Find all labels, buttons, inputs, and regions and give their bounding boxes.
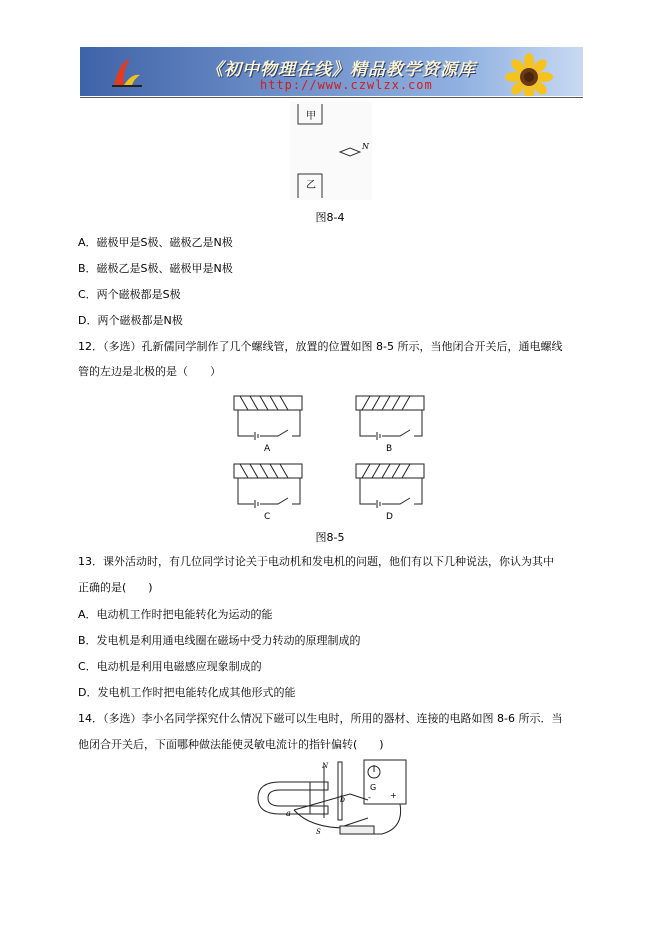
header-divider: [80, 97, 583, 98]
solenoid-panel-b: [356, 396, 424, 454]
panel-a-label: A: [264, 444, 271, 454]
sunflower-icon: [498, 53, 560, 96]
fig86-a-label: a: [286, 809, 291, 818]
logo-icon: [110, 55, 144, 89]
fig86-plus-label: +: [390, 791, 397, 800]
solenoid-panel-a: [234, 396, 302, 454]
fig86-minus-label: -: [368, 793, 371, 802]
q11-option-c: C．两个磁极都是S极: [78, 288, 181, 301]
fig86-n-label: N: [322, 762, 329, 770]
q12-text-line-2: 管的左边是北极的是（ ）: [78, 365, 221, 378]
figure-8-4-caption: 图8-4: [315, 211, 345, 224]
solenoid-panel-d: [356, 464, 424, 522]
header-title: 《初中物理在线》精品教学资源库: [206, 60, 476, 80]
q13-text-line-2: 正确的是( ): [78, 581, 153, 594]
q14-text-line-1: 14．（多选）李小名同学探究什么情况下磁可以生电时，所用的器材、连接的电路如图 8-6 所示．当: [78, 712, 563, 725]
q11-option-a: A．磁极甲是S极、磁极乙是N极: [78, 236, 233, 249]
q12-text-line-1: 12．（多选）孔新儒同学制作了几个螺线管，放置的位置如图 8-5 所示，当他闭合开关后，通电螺线: [78, 340, 563, 353]
magnet-bottom-label: 乙: [306, 180, 316, 191]
header-url[interactable]: http://www.czwlzx.com: [260, 78, 433, 92]
panel-c-label: C: [264, 512, 271, 522]
header-banner: [80, 47, 583, 96]
q13-option-b: B．发电机是利用通电线圈在磁场中受力转动的原理制成的: [78, 634, 361, 647]
q13-option-a: A．电动机工作时把电能转化为运动的能: [78, 608, 273, 621]
figure-8-5-caption: 图8-5: [315, 531, 345, 544]
magnet-top-label: 甲: [306, 111, 316, 122]
q11-option-b: B．磁极乙是S极、磁极甲是N极: [78, 262, 233, 275]
q13-text-line-1: 13．课外活动时，有几位同学讨论关于电动机和发电机的问题，他们有以下几种说法，你认为其中: [78, 555, 554, 568]
fig86-b-label: b: [340, 795, 346, 804]
figure-8-5-diagram: [228, 388, 440, 526]
q13-option-d: D．发电机工作时把电能转化成其他形式的能: [78, 686, 296, 699]
panel-b-label: B: [386, 444, 393, 454]
fig86-s-label: S: [316, 828, 321, 836]
q11-option-d: D．两个磁极都是N极: [78, 314, 183, 327]
needle-n-label: N: [362, 142, 369, 151]
panel-d-label: D: [386, 512, 393, 522]
q14-text-line-2: 他闭合开关后，下面哪种做法能使灵敏电流计的指针偏转( ): [78, 738, 384, 751]
q13-option-c: C．电动机是利用电磁感应现象制成的: [78, 660, 262, 673]
figure-8-4-diagram: [290, 102, 372, 200]
fig86-g-label: G: [370, 783, 377, 792]
solenoid-panel-c: [234, 464, 302, 522]
figure-8-6-diagram: [250, 758, 410, 842]
